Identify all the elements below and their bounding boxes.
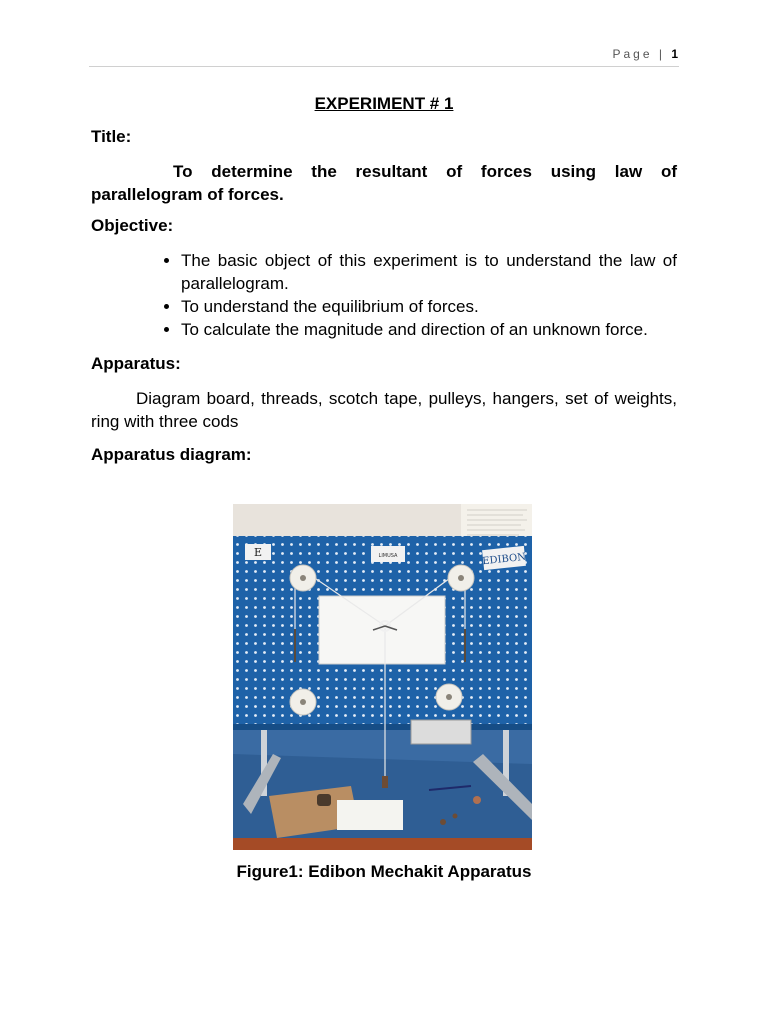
list-item: • To understand the equilibrium of forces. — [181, 295, 677, 318]
board-small-label: E — [253, 546, 263, 559]
experiment-title: EXPERIMENT # 1 — [314, 94, 454, 113]
board-center-label: LIMUSA — [378, 553, 398, 559]
header-divider — [89, 66, 679, 67]
title-text: To determine the resultant of forces using law of parallelogram of forces. — [91, 162, 677, 204]
document-body — [91, 92, 677, 466]
list-item: • To calculate the magnitude and direction of an unknown force. — [181, 318, 677, 341]
figure-caption: Figure1: Edibon Mechakit Apparatus — [236, 862, 532, 881]
objective-heading: Objective: — [91, 216, 174, 235]
apparatus-photo — [233, 504, 532, 850]
page-label: Page | — [612, 47, 672, 61]
list-item: • The basic object of this experiment is to understand the law of parallelogram. — [181, 249, 677, 295]
objectives-list — [91, 249, 677, 341]
page-header — [613, 47, 679, 61]
page-number: 1 — [671, 47, 678, 61]
apparatus-text: Diagram board, threads, scotch tape, pulleys, hangers, set of weights, ring with three cods — [91, 389, 677, 431]
diagram-heading: Apparatus diagram: — [91, 445, 252, 464]
board-brand-label: EDIBON — [481, 551, 527, 568]
title-heading: Title: — [91, 127, 132, 146]
apparatus-heading: Apparatus: — [91, 354, 181, 373]
